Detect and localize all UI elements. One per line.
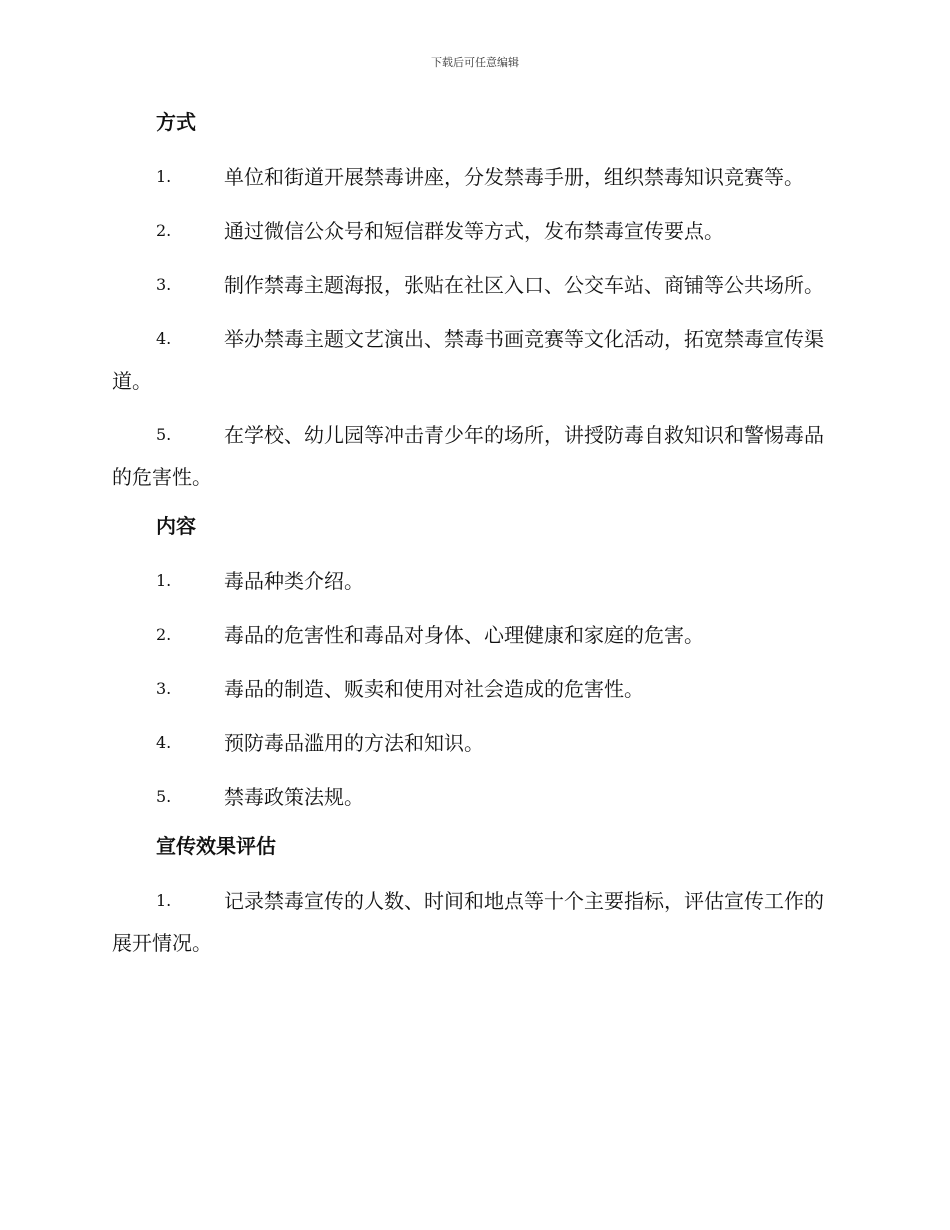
document-body — [112, 106, 834, 976]
list-item — [112, 318, 834, 402]
item-number: 3. — [156, 679, 172, 698]
list-item — [112, 264, 834, 306]
item-number: 4. — [156, 329, 172, 348]
section-title: 方式 — [156, 110, 196, 134]
item-text: 单位和街道开展禁毒讲座，分发禁毒手册，组织禁毒知识竞赛等。 — [224, 165, 804, 189]
item-number: 4. — [156, 733, 172, 752]
item-text: 记录禁毒宣传的人数、时间和地点等十个主要指标，评估宣传工作的展开情况。 — [112, 889, 824, 955]
item-number: 5. — [156, 787, 172, 806]
list-item — [112, 668, 834, 710]
item-text: 在学校、幼儿园等冲击青少年的场所，讲授防毒自救知识和警惕毒品的危害性。 — [112, 423, 824, 489]
list-item — [112, 776, 834, 818]
item-text: 通过微信公众号和短信群发等方式，发布禁毒宣传要点。 — [224, 219, 724, 243]
item-number: 1. — [156, 891, 172, 910]
list-item — [112, 614, 834, 656]
list-item — [112, 156, 834, 198]
item-number: 2. — [156, 625, 172, 644]
list-item — [112, 560, 834, 602]
section-evaluation — [112, 830, 834, 964]
item-text: 毒品的危害性和毒品对身体、心理健康和家庭的危害。 — [224, 623, 704, 647]
item-number: 1. — [156, 167, 172, 186]
item-text: 毒品的制造、贩卖和使用对社会造成的危害性。 — [224, 677, 644, 701]
section-title: 内容 — [156, 514, 196, 538]
item-text: 制作禁毒主题海报，张贴在社区入口、公交车站、商铺等公共场所。 — [224, 273, 824, 297]
item-number: 3. — [156, 275, 172, 294]
list-item — [112, 880, 834, 964]
list-item — [112, 414, 834, 498]
item-text: 举办禁毒主题文艺演出、禁毒书画竞赛等文化活动，拓宽禁毒宣传渠道。 — [112, 327, 824, 393]
list-item — [112, 210, 834, 252]
item-text: 预防毒品滥用的方法和知识。 — [224, 731, 484, 755]
section-content — [112, 510, 834, 818]
item-number: 5. — [156, 425, 172, 444]
item-number: 1. — [156, 571, 172, 590]
page-header: 下载后可任意编辑 — [431, 56, 519, 69]
section-methods — [112, 106, 834, 498]
section-title: 宣传效果评估 — [156, 834, 276, 858]
item-number: 2. — [156, 221, 172, 240]
list-item — [112, 722, 834, 764]
item-text: 毒品种类介绍。 — [224, 569, 364, 593]
item-text: 禁毒政策法规。 — [224, 785, 364, 809]
